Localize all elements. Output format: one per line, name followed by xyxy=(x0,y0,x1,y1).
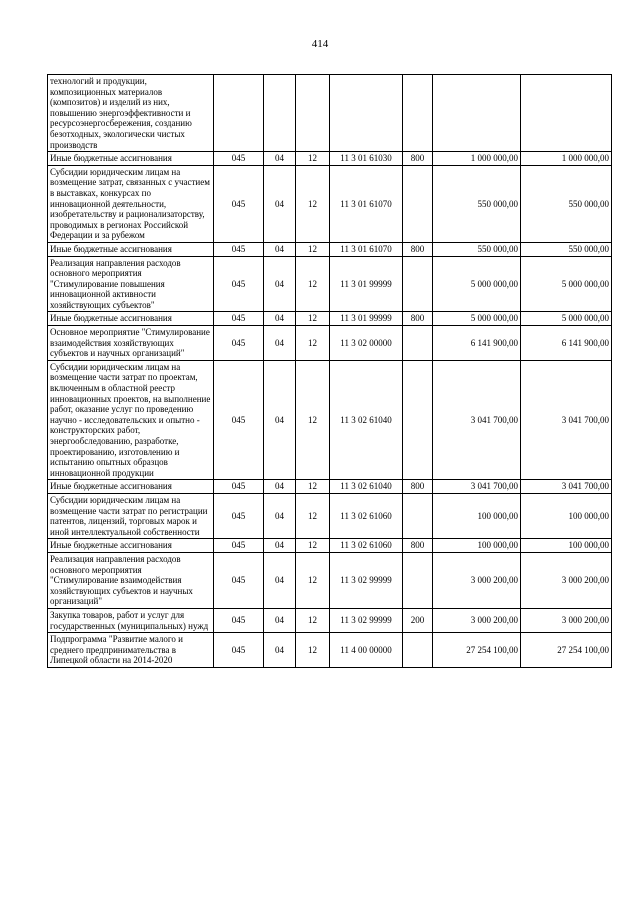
expense-type-cell: 800 xyxy=(403,152,433,166)
target-article-cell: 11 3 02 61060 xyxy=(330,493,403,538)
amount-cell-1: 3 041 700,00 xyxy=(433,480,521,494)
admin-code-cell: 045 xyxy=(214,539,264,553)
amount-cell-1: 550 000,00 xyxy=(433,165,521,242)
subsection-code-cell: 12 xyxy=(296,242,330,256)
expense-type-cell xyxy=(403,360,433,480)
expense-name-cell: Субсидии юридическим лицам на возмещение затрат, связанных с участием в выставках, конкурсах по инновационной деятельности, изобретательству и рационализаторству, проводимых в регионах Российской Федерации и за рубежом xyxy=(48,165,214,242)
amount-cell-1: 27 254 100,00 xyxy=(433,633,521,668)
subsection-code-cell: 12 xyxy=(296,552,330,608)
section-code-cell: 04 xyxy=(264,608,296,632)
table-row xyxy=(48,480,612,494)
amount-cell-2: 5 000 000,00 xyxy=(521,312,612,326)
amount-cell-1: 550 000,00 xyxy=(433,242,521,256)
section-code-cell: 04 xyxy=(264,326,296,361)
expense-name-cell: Реализация направления расходов основного мероприятия "Стимулирование взаимодействия хозяйствующих субъектов и научных организаций" xyxy=(48,552,214,608)
subsection-code-cell: 12 xyxy=(296,493,330,538)
table-row xyxy=(48,539,612,553)
table-row xyxy=(48,493,612,538)
subsection-code-cell: 12 xyxy=(296,312,330,326)
amount-cell-2: 100 000,00 xyxy=(521,493,612,538)
amount-cell-2: 3 041 700,00 xyxy=(521,480,612,494)
amount-cell-1: 1 000 000,00 xyxy=(433,152,521,166)
amount-cell-2: 1 000 000,00 xyxy=(521,152,612,166)
table-body xyxy=(48,75,612,668)
expense-name-cell: Иные бюджетные ассигнования xyxy=(48,480,214,494)
subsection-code-cell: 12 xyxy=(296,165,330,242)
amount-cell-1: 3 000 200,00 xyxy=(433,552,521,608)
expense-name-cell: Иные бюджетные ассигнования xyxy=(48,152,214,166)
amount-cell-1 xyxy=(433,75,521,152)
section-code-cell: 04 xyxy=(264,480,296,494)
table-row xyxy=(48,608,612,632)
amount-cell-1: 3 041 700,00 xyxy=(433,360,521,480)
section-code-cell: 04 xyxy=(264,360,296,480)
admin-code-cell xyxy=(214,75,264,152)
amount-cell-1: 100 000,00 xyxy=(433,493,521,538)
expense-type-cell xyxy=(403,75,433,152)
subsection-code-cell: 12 xyxy=(296,152,330,166)
admin-code-cell: 045 xyxy=(214,242,264,256)
admin-code-cell: 045 xyxy=(214,326,264,361)
table-row xyxy=(48,152,612,166)
target-article-cell: 11 3 02 99999 xyxy=(330,608,403,632)
expense-name-cell: Иные бюджетные ассигнования xyxy=(48,312,214,326)
expense-name-cell: Реализация направления расходов основного мероприятия "Стимулирование повышения инновационной активности хозяйствующих субъектов" xyxy=(48,256,214,312)
admin-code-cell: 045 xyxy=(214,493,264,538)
amount-cell-2: 3 000 200,00 xyxy=(521,608,612,632)
target-article-cell: 11 3 01 99999 xyxy=(330,256,403,312)
expense-type-cell xyxy=(403,165,433,242)
section-code-cell: 04 xyxy=(264,633,296,668)
expense-name-cell: Субсидии юридическим лицам на возмещение части затрат по проектам, включенным в областной реестр инновационных проектов, на выполнение работ, оказание услуг по проведению научно - исследовательских и опытно - конструкторских работ, энергообследованию, разработке, проектированию, изготовлению и испытанию опытных образцов инновационной продукции xyxy=(48,360,214,480)
target-article-cell: 11 3 01 61030 xyxy=(330,152,403,166)
amount-cell-2: 5 000 000,00 xyxy=(521,256,612,312)
admin-code-cell: 045 xyxy=(214,165,264,242)
amount-cell-2: 3 000 200,00 xyxy=(521,552,612,608)
admin-code-cell: 045 xyxy=(214,360,264,480)
target-article-cell: 11 3 02 61060 xyxy=(330,539,403,553)
target-article-cell xyxy=(330,75,403,152)
expense-type-cell: 200 xyxy=(403,608,433,632)
section-code-cell: 04 xyxy=(264,552,296,608)
table-row xyxy=(48,633,612,668)
subsection-code-cell: 12 xyxy=(296,608,330,632)
expense-type-cell xyxy=(403,326,433,361)
section-code-cell: 04 xyxy=(264,256,296,312)
budget-table xyxy=(47,74,612,668)
expense-name-cell: Подпрограмма "Развитие малого и среднего предпринимательства в Липецкой области на 2014-2020 xyxy=(48,633,214,668)
section-code-cell: 04 xyxy=(264,312,296,326)
expense-type-cell xyxy=(403,256,433,312)
target-article-cell: 11 3 02 99999 xyxy=(330,552,403,608)
expense-type-cell: 800 xyxy=(403,312,433,326)
subsection-code-cell: 12 xyxy=(296,480,330,494)
target-article-cell: 11 3 02 00000 xyxy=(330,326,403,361)
table-row xyxy=(48,256,612,312)
admin-code-cell: 045 xyxy=(214,552,264,608)
admin-code-cell: 045 xyxy=(214,256,264,312)
subsection-code-cell: 12 xyxy=(296,360,330,480)
admin-code-cell: 045 xyxy=(214,152,264,166)
target-article-cell: 11 3 02 61040 xyxy=(330,360,403,480)
expense-type-cell: 800 xyxy=(403,480,433,494)
expense-name-cell: Иные бюджетные ассигнования xyxy=(48,539,214,553)
table-row xyxy=(48,326,612,361)
table-row xyxy=(48,312,612,326)
section-code-cell: 04 xyxy=(264,539,296,553)
expense-type-cell: 800 xyxy=(403,539,433,553)
expense-type-cell xyxy=(403,493,433,538)
amount-cell-1: 6 141 900,00 xyxy=(433,326,521,361)
admin-code-cell: 045 xyxy=(214,480,264,494)
table-row xyxy=(48,552,612,608)
admin-code-cell: 045 xyxy=(214,608,264,632)
amount-cell-2: 6 141 900,00 xyxy=(521,326,612,361)
admin-code-cell: 045 xyxy=(214,312,264,326)
amount-cell-1: 3 000 200,00 xyxy=(433,608,521,632)
target-article-cell: 11 3 01 61070 xyxy=(330,242,403,256)
amount-cell-2: 550 000,00 xyxy=(521,242,612,256)
table-row xyxy=(48,242,612,256)
amount-cell-2: 3 041 700,00 xyxy=(521,360,612,480)
section-code-cell: 04 xyxy=(264,152,296,166)
section-code-cell xyxy=(264,75,296,152)
subsection-code-cell: 12 xyxy=(296,633,330,668)
table-row xyxy=(48,165,612,242)
amount-cell-2 xyxy=(521,75,612,152)
subsection-code-cell: 12 xyxy=(296,256,330,312)
expense-name-cell: Субсидии юридическим лицам на возмещение части затрат по регистрации патентов, лицензий, торговых марок и иной интеллектуальной собственности xyxy=(48,493,214,538)
expense-name-cell: Закупка товаров, работ и услуг для государственных (муниципальных) нужд xyxy=(48,608,214,632)
expense-name-cell: технологий и продукции, композиционных материалов (композитов) и изделий из них, повышению энергоэффективности и ресурсоэнергосбережения, созданию безотходных, экологически чистых производств xyxy=(48,75,214,152)
table-row xyxy=(48,360,612,480)
amount-cell-1: 100 000,00 xyxy=(433,539,521,553)
amount-cell-2: 100 000,00 xyxy=(521,539,612,553)
table-row xyxy=(48,75,612,152)
section-code-cell: 04 xyxy=(264,242,296,256)
subsection-code-cell xyxy=(296,75,330,152)
subsection-code-cell: 12 xyxy=(296,539,330,553)
section-code-cell: 04 xyxy=(264,493,296,538)
section-code-cell: 04 xyxy=(264,165,296,242)
target-article-cell: 11 3 02 61040 xyxy=(330,480,403,494)
amount-cell-1: 5 000 000,00 xyxy=(433,256,521,312)
expense-type-cell xyxy=(403,552,433,608)
expense-name-cell: Иные бюджетные ассигнования xyxy=(48,242,214,256)
amount-cell-1: 5 000 000,00 xyxy=(433,312,521,326)
target-article-cell: 11 4 00 00000 xyxy=(330,633,403,668)
admin-code-cell: 045 xyxy=(214,633,264,668)
amount-cell-2: 27 254 100,00 xyxy=(521,633,612,668)
expense-type-cell: 800 xyxy=(403,242,433,256)
expense-type-cell xyxy=(403,633,433,668)
expense-name-cell: Основное мероприятие "Стимулирование взаимодействия хозяйствующих субъектов и научных организаций" xyxy=(48,326,214,361)
subsection-code-cell: 12 xyxy=(296,326,330,361)
target-article-cell: 11 3 01 99999 xyxy=(330,312,403,326)
page-number: 414 xyxy=(311,38,329,50)
target-article-cell: 11 3 01 61070 xyxy=(330,165,403,242)
amount-cell-2: 550 000,00 xyxy=(521,165,612,242)
